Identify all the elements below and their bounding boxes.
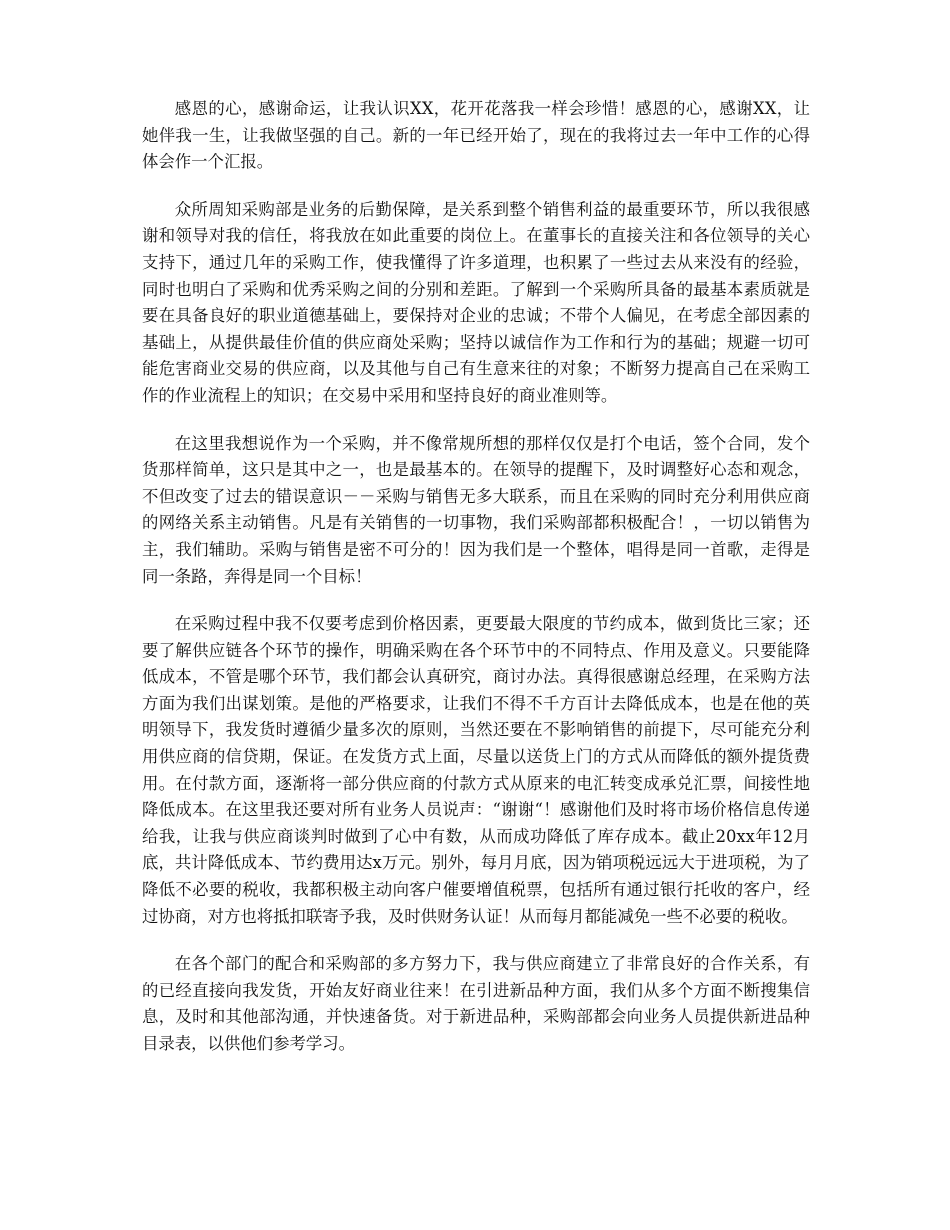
paragraph-supplier-relations: 在各个部门的配合和采购部的多方努力下，我与供应商建立了非常良好的合作关系，有的已经直接向我发货，开始友好商业往来！在引进新品种方面，我们从多个方面不断搜集信息，及时和其他部沟通，并快速备货。对于新进品种，采购部都会向业务人员提供新进品种目录表，以供他们参考学习。 xyxy=(142,954,810,1053)
paragraph-procurement-sales: 在这里我想说作为一个采购，并不像常规所想的那样仅仅是打个电话，签个合同，发个货那样简单，这只是其中之一，也是最基本的。在领导的提醒下，及时调整好心态和观念，不但改变了过去的错误意识－－采购与销售无多大联系，而且在采购的同时充分利用供应商的网络关系主动销售。凡是有关销售的一切事物，我们采购部都积极配合！，一切以销售为主，我们辅助。采购与销售是密不可分的！因为我们是一个整体，唱得是同一首歌，走得是同一条路，奔得是同一个目标！ xyxy=(142,433,810,586)
paragraph-gratitude: 感恩的心，感谢命运，让我认识XX，花开花落我一样会珍惜！感恩的心，感谢XX，让她伴我一生，让我做坚强的自己。新的一年已经开始了，现在的我将过去一年中工作的心得体会作一个汇报。 xyxy=(142,99,810,172)
paragraph-cost-saving: 在采购过程中我不仅要考虑到价格因素，更要最大限度的节约成本，做到货比三家；还要了解供应链各个环节的操作，明确采购在各个环节中的不同特点、作用及意义。只要能降低成本，不管是哪个环节，我们都会认真研究，商讨办法。真得很感谢总经理，在采购方法方面为我们出谋划策。是他的严格要求，让我们不得不千方百计去降低成本，也是在他的英明领导下，我发货时遵循少量多次的原则，当然还要在不影响销售的前提下，尽可能充分利用供应商的信贷期，保证。在发货方式上面，尽量以送货上门的方式从而降低的额外提货费用。在付款方面，逐渐将一部分供应商的付款方式从原来的电汇转变成承兑汇票，间接性地降低成本。在这里我还要对所有业务人员说声：“谢谢“！感谢他们及时将市场价格信息传递给我，让我与供应商谈判时做到了心中有数，从而成功降低了库存成本。截止20xx年12月底，共计降低成本、节约费用达x万元。别外，每月月底，因为销项税远远大于进项税，为了降低不必要的税收，我都积极主动向客户催要增值税票，包括所有通过银行托收的客户，经过协商，对方也将抵扣联寄予我，及时供财务认证！从而每月都能减免一些不必要的税收。 xyxy=(142,614,810,926)
document-body xyxy=(142,96,810,1079)
paragraph-procurement-role: 众所周知采购部是业务的后勤保障，是关系到整个销售利益的最重要环节，所以我很感谢和领导对我的信任，将我放在如此重要的岗位上。在董事长的直接关注和各位领导的关心支持下，通过几年的采购工作，使我懂得了许多道理，也积累了一些过去从来没有的经验，同时也明白了采购和优秀采购之间的分别和差距。了解到一个采购所具备的最基本素质就是要在具备良好的职业道德基础上，要保持对企业的忠诚；不带个人偏见，在考虑全部因素的基础上，从提供最佳价值的供应商处采购；坚持以诚信作为工作和行为的基础；规避一切可能危害商业交易的供应商，以及其他与自己有生意来往的对象；不断努力提高自己在采购工作的作业流程上的知识；在交易中采用和坚持良好的商业准则等。 xyxy=(142,199,810,405)
